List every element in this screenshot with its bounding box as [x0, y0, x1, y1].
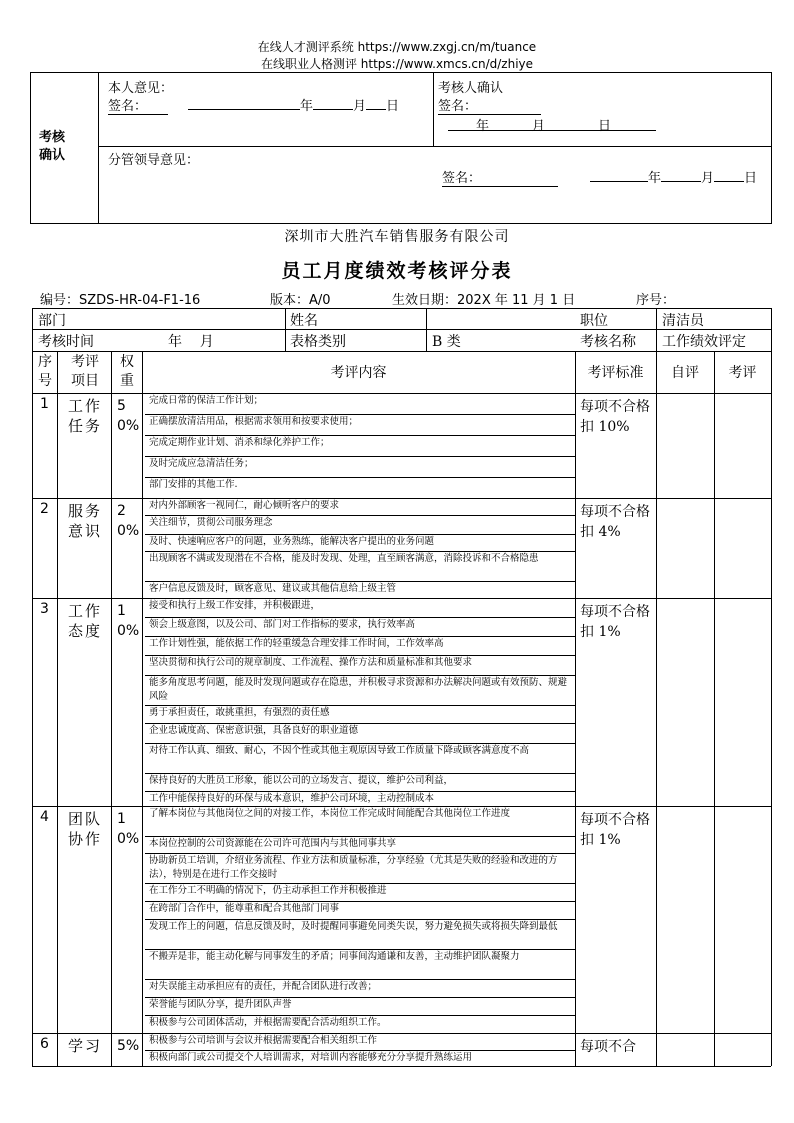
info-divider	[656, 308, 657, 351]
form-version: 版本：A/0	[270, 293, 331, 308]
sign-label: 签名：	[438, 95, 541, 115]
content-item: 在工作分工不明确的情况下，仍主动承担工作并积极推进	[149, 885, 387, 896]
section-weight: 10%	[117, 603, 140, 639]
form-code: 编号：SZDS-HR-04-F1-16	[40, 293, 201, 308]
form-title: 员工月度绩效考核评分表	[281, 260, 513, 282]
col-item: 考评项目	[71, 354, 99, 389]
column-divider	[656, 351, 657, 1066]
content-item: 企业忠诚度高、保密意识强，具备良好的职业道德	[149, 725, 359, 736]
leader-opinion-label: 分管领导意见：	[108, 153, 200, 168]
form-type-value: B 类	[432, 334, 461, 350]
section-seq: 1	[40, 396, 49, 412]
content-item: 积极参与公司团体活动，并根据需要配合活动组织工作。	[149, 1017, 387, 1028]
content-item: 关注细节，贯彻公司服务理念	[149, 517, 273, 528]
section-standard: 每项不合	[580, 1039, 636, 1055]
content-item: 协助新员工培训，介绍业务流程、作业方法和质量标准，分享经验（尤其是失败的经验和改进的方法），特别是在进行工作交接时	[149, 855, 558, 880]
info-divider	[285, 308, 286, 351]
assess-name-value: 工作绩效评定	[662, 334, 746, 350]
content-item: 对待工作认真、细致、耐心，不因个性或其他主观原因导致工作质量下降或顾客满意度不高	[149, 745, 530, 756]
section-divider	[32, 1066, 771, 1067]
sign-label: 签名：	[108, 95, 168, 115]
section-item: 工作任务	[68, 397, 103, 435]
content-item: 在跨部门合作中，能尊重和配合其他部门同事	[149, 903, 340, 914]
content-item: 能多角度思考问题，能及时发现问题或存在隐患，并积极寻求资源和办法解决问题或有效预防、规避风险	[149, 677, 568, 702]
month-label: 月	[353, 99, 367, 114]
content-item: 勇于承担责任，敢挑重担，有强烈的责任感	[149, 707, 330, 718]
year-label: 年	[648, 171, 662, 186]
content-item: 坚决贯彻和执行公司的规章制度、工作流程、操作方法和质量标准和其他要求	[149, 657, 473, 668]
content-item: 工作中能保持良好的环保与成本意识，维护公司环境，主动控制成本	[149, 793, 435, 804]
col-content: 考评内容	[330, 365, 387, 381]
content-item: 积极参与公司培训与会议并根据需要配合相关组织工作	[149, 1035, 378, 1046]
content-item: 工作计划性强，能依据工作的轻重缓急合理安排工作时间，工作效率高	[149, 638, 444, 649]
year-label: 年	[300, 99, 314, 114]
section-weight: 50%	[117, 398, 140, 434]
content-item: 出现顾客不满或发现潜在不合格，能及时发现、处理，直至顾客满意，消除投诉和不合格隐患	[149, 553, 539, 564]
month-label: 月	[701, 171, 715, 186]
section-item: 团队协作	[68, 810, 103, 848]
col-weight: 权重	[120, 354, 134, 389]
content-item: 接受和执行上级工作安排，并积极跟进，	[149, 600, 321, 611]
col-self: 自评	[671, 365, 699, 381]
content-item: 部门安排的其他工作.	[149, 479, 238, 490]
year-label: 年	[476, 119, 490, 134]
content-item: 不搬弄是非，能主动化解与同事发生的矛盾；同事间沟通谦和友善，主动维护团队凝聚力	[149, 951, 520, 962]
content-item: 荣誉能与团队分享，提升团队声誉	[149, 999, 292, 1010]
table-top-border	[32, 308, 771, 309]
assess-name-label: 考核名称	[580, 334, 636, 350]
content-item: 及时、快速响应客户的问题，业务熟练，能解决客户提出的业务问题	[149, 536, 435, 547]
section-weight: 20%	[117, 503, 140, 539]
section-weight: 5%	[117, 1038, 140, 1054]
content-item: 及时完成应急清洁任务；	[149, 458, 254, 469]
section-weight: 10%	[117, 811, 140, 847]
day-label: 日	[386, 99, 400, 114]
section-standard: 每项不合格扣 1%	[580, 604, 650, 640]
column-divider	[57, 351, 58, 1066]
column-divider	[575, 351, 576, 1066]
column-divider	[771, 351, 772, 1066]
section-item: 工作态度	[68, 602, 103, 640]
day-label: 日	[744, 171, 758, 186]
column-divider	[714, 351, 715, 1066]
content-item: 本岗位控制的公司资源能在公司许可范围内与其他同事共享	[149, 838, 397, 849]
section-seq: 2	[40, 501, 49, 517]
section-item: 服务意识	[68, 502, 103, 540]
content-item: 积极向部门或公司提交个人培训需求，对培训内容能够充分分享提升熟练运用	[149, 1052, 473, 1063]
company-name: 深圳市大胜汽车销售服务有限公司	[284, 229, 510, 245]
content-item: 完成定期作业计划、消杀和绿化养护工作；	[149, 437, 330, 448]
column-divider	[111, 351, 112, 1066]
content-item: 对失误能主动承担应有的责任，并配合团队进行改善；	[149, 981, 378, 992]
table-left-border	[32, 308, 33, 351]
dept-label: 部门	[38, 313, 66, 329]
sign-label: 签名：	[442, 167, 558, 187]
serial-number: 序号：	[636, 293, 676, 308]
month-label: 月	[532, 119, 546, 134]
period-label: 考核时间	[38, 334, 94, 350]
form-type-label: 表格类别	[290, 334, 346, 350]
section-item: 学习	[68, 1037, 103, 1055]
day-label: 日	[598, 119, 612, 134]
col-standard: 考评标准	[587, 365, 644, 381]
content-item: 正确摆放清洁用品，根据需求领用和按要求使用；	[149, 416, 359, 427]
reviewer-confirm-label: 考核人确认	[438, 81, 504, 96]
content-item: 对内外部顾客一视同仁，耐心倾听客户的要求	[149, 500, 340, 511]
section-seq: 6	[40, 1036, 49, 1052]
column-divider	[142, 351, 143, 1066]
section-seq: 3	[40, 601, 49, 617]
table-right-border	[771, 308, 772, 351]
section-standard: 每项不合格扣 1%	[580, 812, 650, 848]
self-opinion-label: 本人意见：	[108, 81, 174, 96]
position-label: 职位	[580, 313, 608, 329]
content-item: 了解本岗位与其他岗位之间的对接工作，本岗位工作完成时间能配合其他岗位工作进度	[149, 808, 511, 819]
period-value: 年 月	[168, 334, 214, 350]
column-divider	[32, 351, 33, 1066]
section-standard: 每项不合格扣 4%	[580, 504, 650, 540]
header-link-line-1: 在线人才测评系统 https://www.zxgj.cn/m/tuance	[257, 40, 537, 54]
name-label: 姓名	[290, 313, 318, 329]
col-review: 考评	[728, 365, 757, 381]
content-item: 领会上级意图，以及公司、部门对工作指标的要求，执行效率高	[149, 619, 416, 630]
section-seq: 4	[40, 809, 49, 825]
header-link-line-2: 在线职业人格测评 https://www.xmcs.cn/d/zhiye	[260, 57, 534, 71]
content-item: 客户信息反馈及时，顾客意见、建议或其他信息给上级主管	[149, 583, 397, 594]
content-item: 保持良好的大胜员工形象，能以公司的立场发言、提议，维护公司利益，	[149, 775, 454, 786]
content-item: 发现工作上的问题，信息反馈及时，及时提醒同事避免同类失误，努力避免损失或将损失降到最低	[149, 921, 558, 932]
confirm-label: 考核 确认	[39, 130, 66, 163]
position-value: 清洁员	[662, 313, 704, 329]
info-divider	[426, 308, 427, 351]
content-item: 完成日常的保洁工作计划；	[149, 395, 264, 406]
col-seq: 序号	[38, 354, 52, 389]
section-standard: 每项不合格扣 10%	[580, 399, 650, 435]
row-divider	[32, 329, 771, 330]
effective-date: 生效日期：202X 年 11 月 1 日	[392, 293, 576, 308]
